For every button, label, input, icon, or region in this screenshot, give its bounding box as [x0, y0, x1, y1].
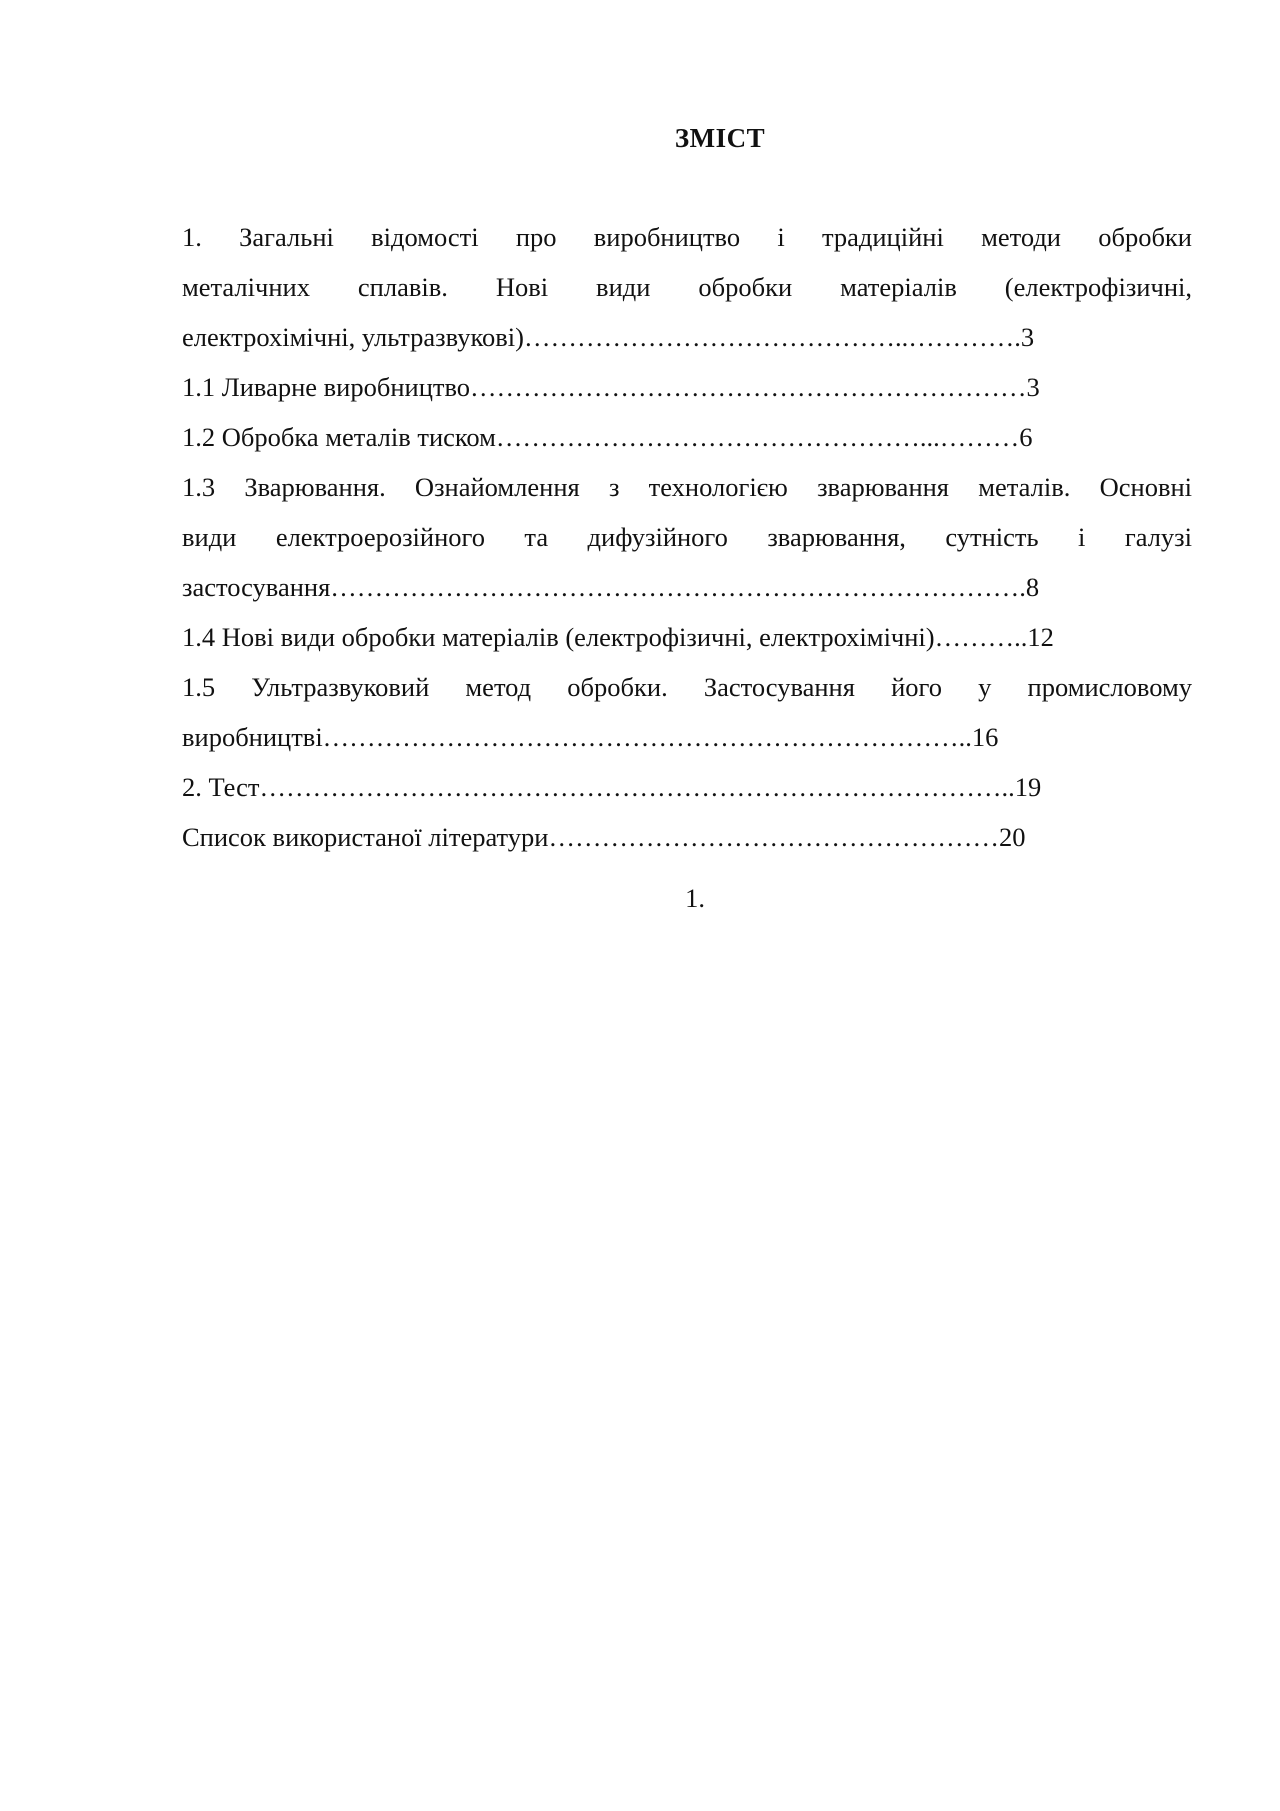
page-title: ЗМІСТ: [674, 123, 766, 153]
toc-entry-line: 1.2 Обробка металів тиском…………………………………………...………6: [182, 422, 1033, 452]
toc-entry-line: 1.3 Зварювання. Ознайомлення з технологією зварювання металів. Основні: [182, 472, 1192, 502]
toc-entry-bibliography: [182, 812, 1192, 862]
toc-entry-line: 1. Загальні відомості про виробництво і традиційні методи обробки: [182, 222, 1192, 252]
toc-entry-1: [182, 212, 1192, 362]
toc-entry-1-3: [182, 462, 1192, 612]
toc-entry-line: металічних сплавів. Нові види обробки матеріалів (електрофізичні,: [182, 272, 1192, 302]
table-of-contents: [182, 212, 1192, 862]
toc-entry-1-5: [182, 662, 1192, 762]
page-number: 1.: [685, 883, 705, 913]
toc-entry-2: [182, 762, 1192, 812]
toc-entry-line: 1.1 Ливарне виробництво………………………………………………………3: [182, 372, 1040, 402]
toc-entry-line: електрохімічні, ультразвукові)……………………………………..………….3: [182, 322, 1035, 352]
toc-entry-line: 1.4 Нові види обробки матеріалів (електрофізичні, електрохімічні)………..12: [182, 622, 1054, 652]
toc-entry-1-1: [182, 362, 1192, 412]
toc-entry-1-4: [182, 612, 1192, 662]
toc-entry-line: 1.5 Ультразвуковий метод обробки. Застосування його у промисловому: [182, 672, 1192, 702]
toc-entry-line: види електроерозійного та дифузійного зварювання, сутність і галузі: [182, 522, 1192, 552]
toc-entry-line: виробництві………………………………………………………………..16: [182, 722, 999, 752]
toc-entry-1-2: [182, 412, 1192, 462]
toc-entry-line: застосування…………………………………………………………………….8: [182, 572, 1040, 602]
toc-entry-line: 2. Тест…………………………………………………………………………..19: [182, 772, 1042, 802]
toc-entry-line: Список використаної літератури……………………………………………20: [182, 822, 1026, 852]
